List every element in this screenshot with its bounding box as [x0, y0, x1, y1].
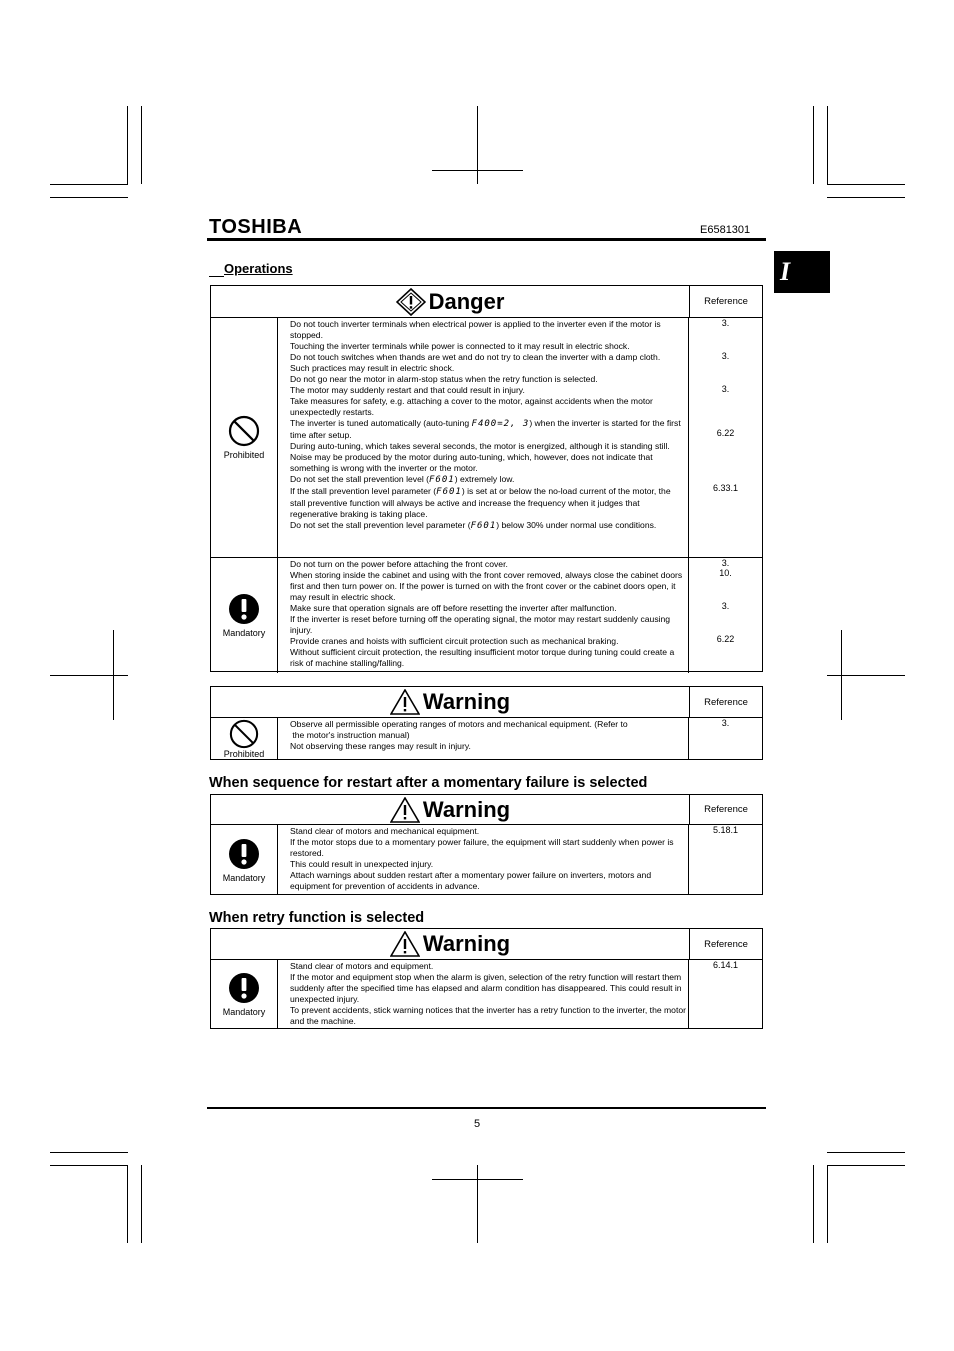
text-line: the motor's instruction manual) [290, 730, 410, 740]
reference-value: 3. [721, 601, 730, 611]
crop-mark [827, 1152, 905, 1153]
danger-title-text: Danger [428, 288, 505, 314]
text-line: Stand clear of motors and equipment. [290, 961, 434, 971]
crop-mark [827, 675, 905, 676]
reference-value: 6.33.1 [712, 483, 739, 493]
text-line: Observe all permissible operating ranges of motors and mechanical equipment. (Refer to [290, 719, 628, 729]
text-line: Take measures for safety, e.g. attaching a cover to the motor, against accidents when the motor unexpectedly restarts. [290, 396, 653, 417]
prohibited-label: Prohibited [223, 749, 265, 759]
text-line [290, 418, 686, 441]
text-line: Do not turn on the power before attaching the front cover. [290, 559, 508, 569]
reference-value: 3. [721, 718, 730, 728]
heading-underline [209, 276, 224, 277]
reference-value: 6.22 [716, 634, 735, 644]
reference-value: 10. [719, 568, 732, 578]
crop-mark [141, 106, 142, 184]
crop-mark [477, 1165, 478, 1243]
warning-title-text: Warning [422, 931, 511, 956]
warning-title-row [211, 795, 762, 825]
text-line: Attach warnings about sudden restart after a momentary power failure on inverters, motors and equipment for prevention of accidents in advance. [290, 870, 652, 891]
page-number: 5 [473, 1118, 481, 1130]
reference-header: Reference [689, 929, 762, 959]
reference-value: 3. [721, 558, 730, 568]
warning-title-row [211, 687, 762, 718]
prohibited-icon [228, 415, 260, 447]
mandatory-icon-cell [211, 825, 278, 895]
operations-heading: Operations [224, 261, 293, 276]
text-line: This could result in unexpected injury. [290, 859, 434, 869]
text-line [290, 486, 686, 520]
crop-mark [827, 184, 905, 185]
reference-header: Reference [689, 286, 762, 317]
mandatory-label: Mandatory [222, 872, 266, 883]
text-line [290, 474, 686, 486]
brand-logo: TOSHIBA [209, 216, 303, 238]
mandatory-label: Mandatory [222, 628, 266, 638]
reference-value: 6.22 [716, 428, 735, 438]
danger-mandatory-row [211, 557, 762, 673]
document-number: E6581301 [700, 224, 751, 236]
text-line: If the motor stops due to a momentary power failure, the equipment will start suddenly when power is restored. [290, 837, 674, 858]
mandatory-icon [228, 972, 260, 1004]
text-line: Do not go near the motor in alarm-stop status when the retry function is selected. [290, 374, 598, 384]
parameter-code: F400=2, 3 [471, 419, 530, 429]
warning-triangle-icon [390, 797, 420, 823]
warning-box-operating-ranges [210, 686, 763, 760]
text-line: Not observing these ranges may result in injury. [290, 741, 471, 751]
warning-mandatory-row [211, 825, 762, 895]
text-part: ) is set at or below the no-load current of the motor, the stall preventive function will always be active and increase the frequency when it judges that regenerative braking is taking place. [290, 486, 671, 519]
text-line: Such practices may result in electric shock. [290, 363, 455, 373]
retry-section-heading: When retry function is selected [209, 910, 425, 926]
footer-rule [207, 1107, 766, 1109]
mandatory-icon [228, 838, 260, 870]
text-line: When storing inside the cabinet and using with the front cover removed, always close the cabinet doors first and then turn power on. If the power is turned on with the front cover or the cabinet doors open, it may result in electric shock. [290, 570, 683, 602]
danger-title [211, 286, 689, 317]
restart-section-heading: When sequence for restart after a momentary failure is selected [209, 775, 648, 791]
crop-mark [50, 1152, 128, 1153]
text-part: ) extremely low. [454, 474, 515, 484]
warning-prohibited-row [211, 718, 762, 760]
crop-mark [127, 1165, 128, 1243]
danger-prohibited-row [211, 318, 762, 557]
warning-triangle-icon [390, 931, 420, 957]
mandatory-label: Mandatory [222, 1007, 266, 1017]
text-line: Do not touch switches when thands are wet and do not try to clean the inverter with a damp cloth. [290, 352, 661, 362]
warning-box-momentary-failure [210, 794, 763, 895]
danger-mandatory-refs [689, 558, 762, 673]
section-tab: I [774, 251, 830, 293]
text-part: Do not set the stall prevention level parameter ( [290, 520, 471, 530]
text-line: To prevent accidents, stick warning notices that the inverter has a retry function to the inverter, the motor and the machine. [290, 1005, 686, 1026]
text-part: The inverter is tuned automatically (auto-tuning [290, 418, 472, 428]
crop-mark [50, 675, 128, 676]
warning-box-retry [210, 928, 763, 1029]
warning-title-text: Warning [422, 796, 511, 822]
mandatory-icon [228, 593, 260, 625]
crop-mark [477, 106, 478, 184]
danger-mandatory-text [277, 558, 689, 673]
prohibited-icon-cell [211, 718, 278, 760]
warning-mandatory-text [277, 825, 689, 895]
crop-mark [813, 1165, 814, 1243]
warning-mandatory-row [211, 960, 762, 1029]
danger-prohibited-refs [689, 318, 762, 557]
text-part: ) below 30% under normal use conditions. [496, 520, 657, 530]
parameter-code: F601 [429, 475, 455, 485]
parameter-code: F601 [436, 487, 462, 497]
danger-box [210, 285, 763, 672]
mandatory-icon-cell [211, 558, 278, 673]
parameter-code: F601 [470, 521, 497, 531]
reference-value: 3. [721, 384, 730, 394]
crop-mark [827, 1165, 828, 1243]
text-part: Do not set the stall prevention level ( [290, 474, 430, 484]
text-line: Provide cranes and hoists with sufficient circuit protection such as mechanical braking. [290, 636, 619, 646]
warning-mandatory-refs [689, 825, 762, 895]
mandatory-icon-cell [211, 960, 278, 1029]
text-line: Stand clear of motors and mechanical equipment. [290, 826, 480, 836]
reference-header: Reference [689, 795, 762, 824]
crop-mark [432, 170, 523, 171]
warning-title [211, 795, 689, 824]
text-line [290, 520, 686, 532]
warning-triangle-icon [390, 689, 420, 715]
text-line: Make sure that operation signals are off before resetting the inverter after malfunction. [290, 603, 617, 613]
crop-mark [813, 106, 814, 184]
reference-value: 5.18.1 [712, 825, 739, 835]
crop-mark [127, 106, 128, 184]
crop-mark [432, 1179, 523, 1180]
text-part: If the stall prevention level parameter ( [290, 486, 437, 496]
prohibited-label: Prohibited [223, 450, 265, 460]
header-rule [207, 238, 766, 241]
reference-value: 3. [721, 351, 730, 361]
danger-diamond-icon [396, 288, 426, 316]
text-line: The motor may suddenly restart and that could result in injury. [290, 385, 525, 395]
crop-mark [827, 197, 905, 198]
warning-prohibited-text [277, 718, 689, 760]
text-part: ) when the inverter is started for the first time after setup. [290, 418, 681, 440]
crop-mark [50, 1165, 128, 1166]
text-line: Touching the inverter terminals while power is connected to it may result in electric shock. [290, 341, 630, 351]
warning-mandatory-text [277, 960, 689, 1029]
warning-title-row [211, 929, 762, 960]
reference-header: Reference [689, 687, 762, 717]
danger-title-row [211, 286, 762, 318]
text-line: During auto-tuning, which takes several seconds, the motor is energized, although it is standing still. Noise may be produced by the motor during auto-tuning, which, however, does not indicate that something is wrong with the inverter or the motor. [290, 441, 670, 473]
warning-prohibited-refs [689, 718, 762, 760]
text-line: If the motor and equipment stop when the alarm is given, selection of the retry function will restart them suddenly after the specified time has elapsed and alarm condition has disappeared. This could result in unexpected injury. [290, 972, 682, 1004]
danger-prohibited-text [277, 318, 689, 557]
warning-mandatory-refs [689, 960, 762, 1029]
text-line: If the inverter is reset before turning off the operating signal, the motor may restart suddenly causing injury. [290, 614, 671, 635]
crop-mark [50, 197, 128, 198]
text-line: Without sufficient circuit protection, the resulting insufficient motor torque during tuning could create a risk of machine stalling/falling. [290, 647, 675, 668]
text-line: Do not touch inverter terminals when electrical power is applied to the inverter even if the motor is stopped. [290, 319, 661, 340]
prohibited-icon-cell [211, 318, 278, 557]
warning-title-text: Warning [422, 689, 511, 714]
crop-mark [50, 184, 128, 185]
reference-value: 3. [721, 318, 730, 328]
warning-title [211, 929, 689, 959]
warning-title [211, 687, 689, 717]
reference-value: 6.14.1 [712, 960, 739, 970]
crop-mark [141, 1165, 142, 1243]
crop-mark [827, 1165, 905, 1166]
crop-mark [827, 106, 828, 184]
prohibited-icon [229, 719, 259, 749]
